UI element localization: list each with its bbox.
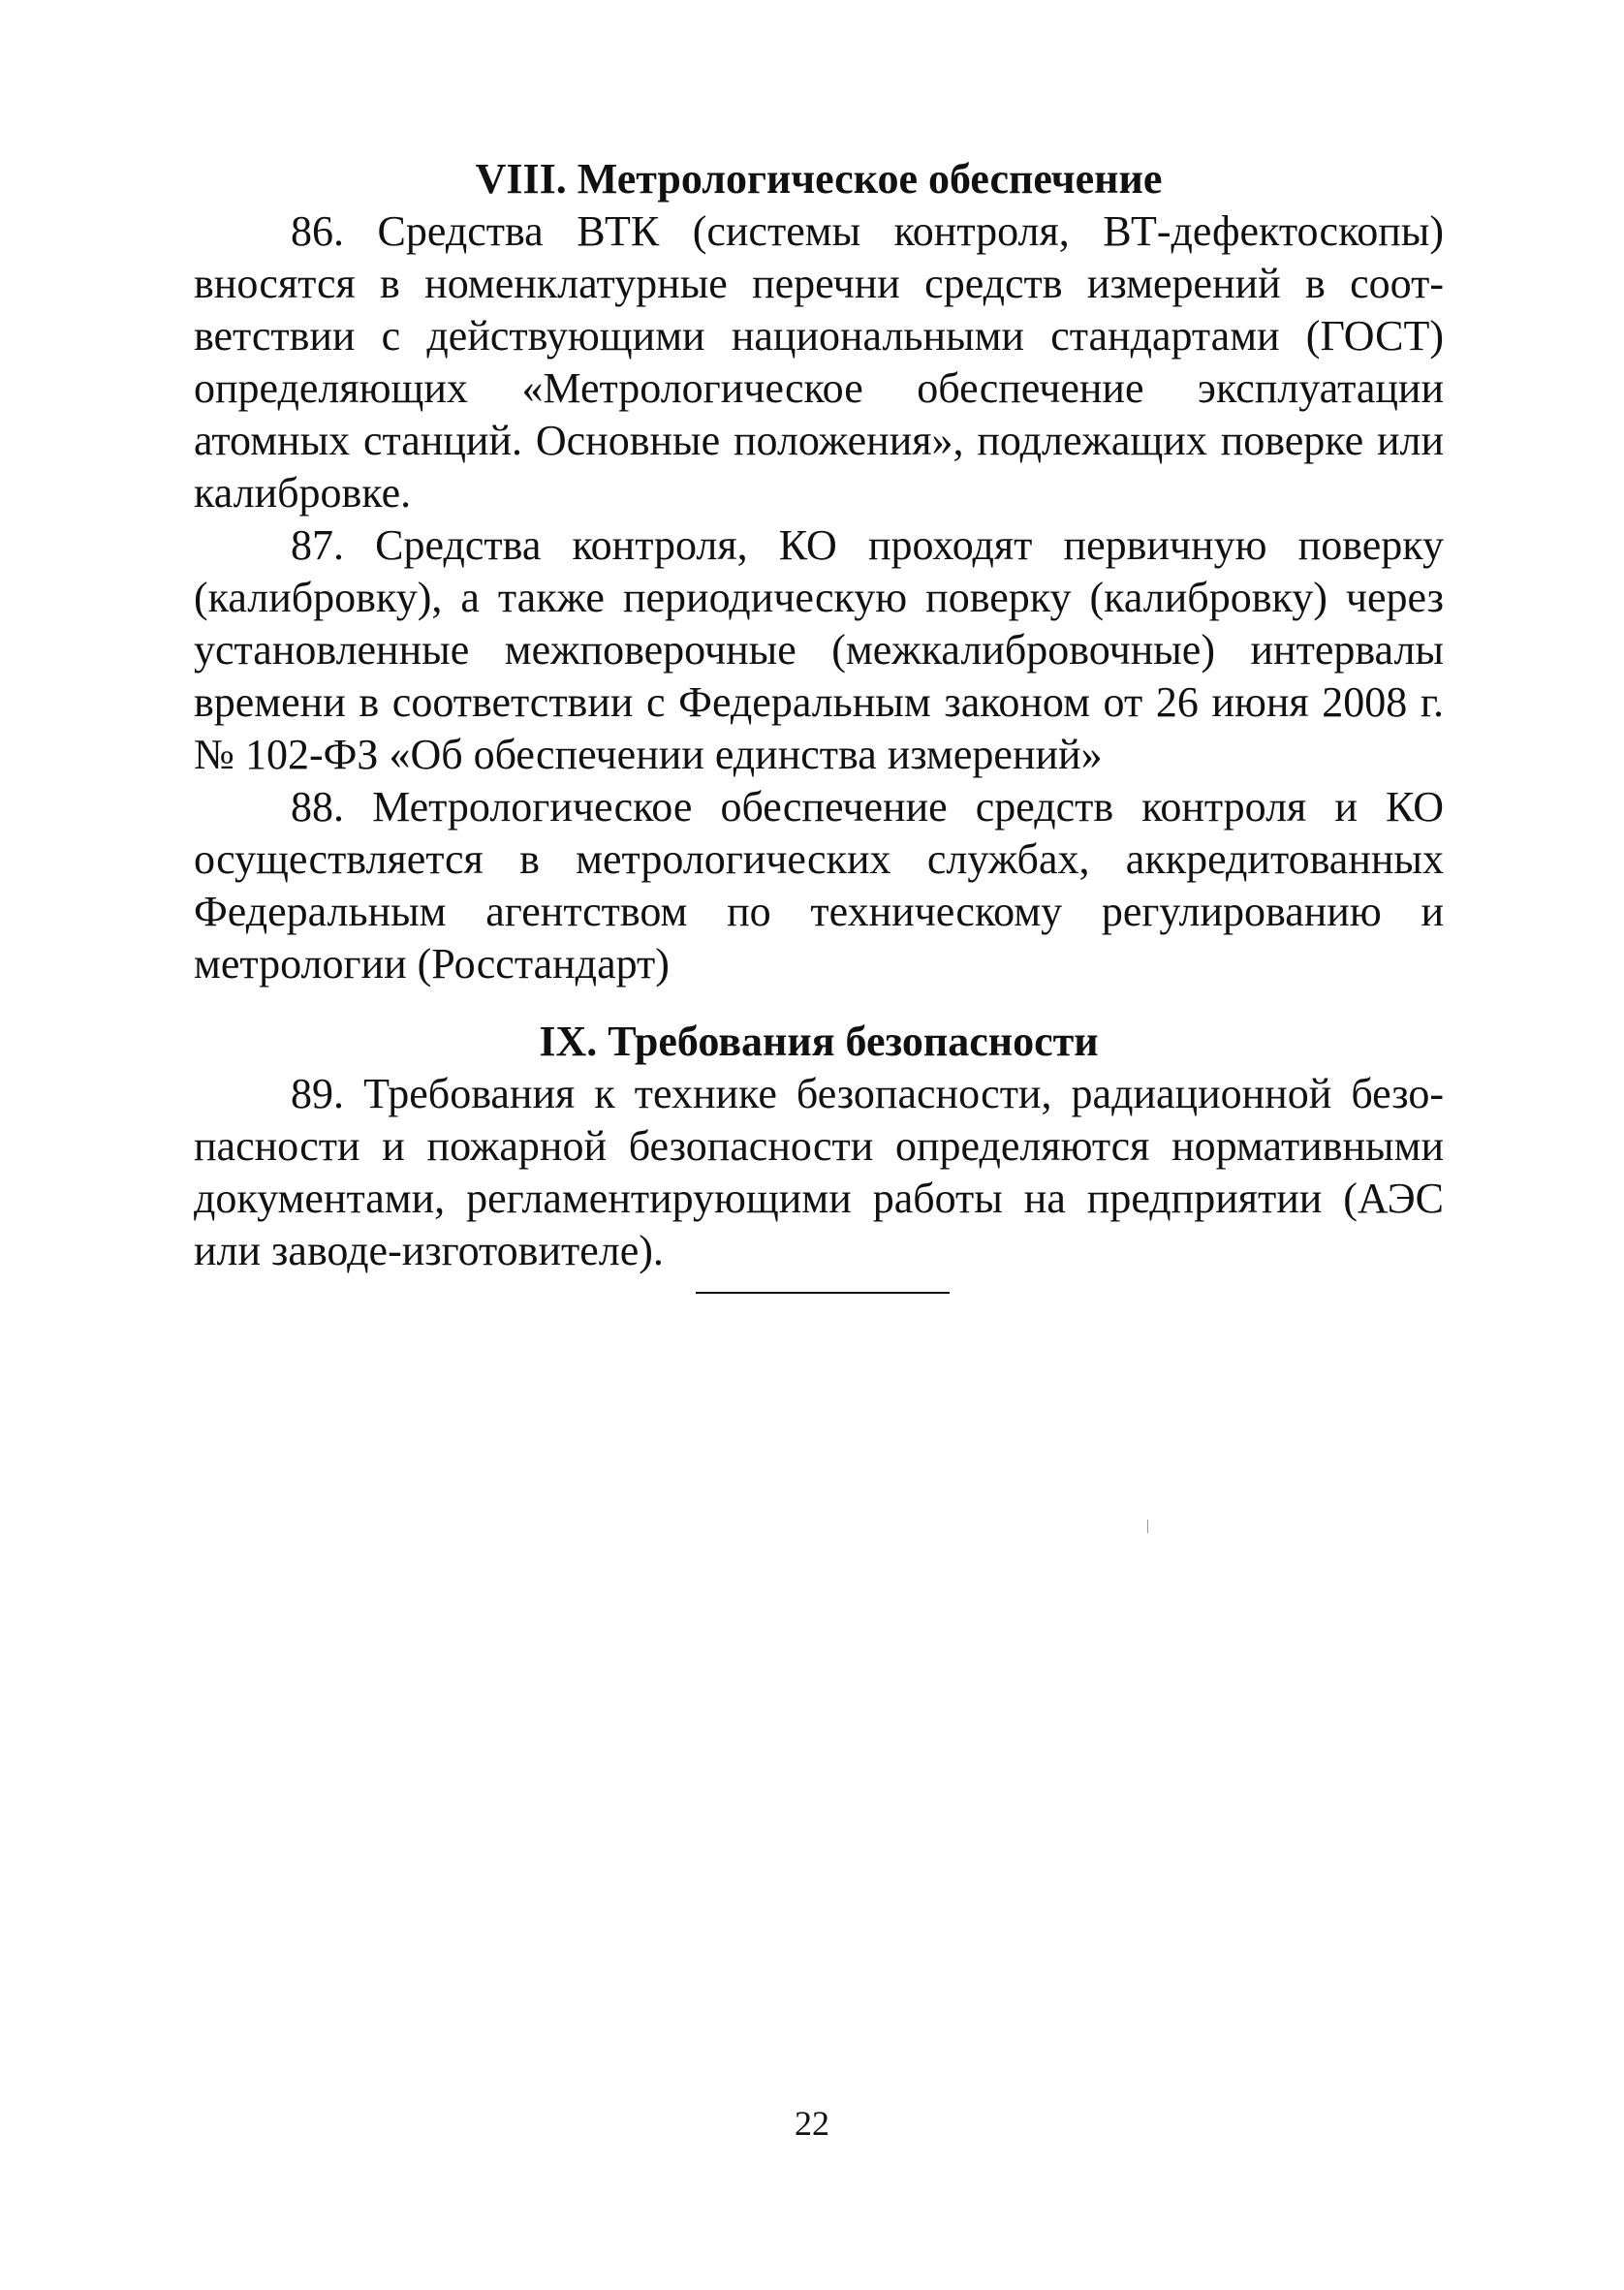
end-separator-line: [696, 1292, 950, 1294]
page-number: 22: [795, 2104, 829, 2143]
section-heading-ix: IX. Требования безопасности: [539, 1018, 1099, 1065]
paragraph-87: 87. Средства контроля, КО проходят первичную поверку (калибровку), а также периодическую поверку (калибровку) через установленные межповерочные (межкалибровочные) интервалы времени в соответствии с Федеральным законом от 26 июня 2008 г. № 102-ФЗ «Об обеспечении единства измерений»: [194, 521, 1444, 778]
paragraph-86: 86. Средства ВТК (системы контроля, ВТ-дефектоскопы) вносятся в номенклатурные перечни средств измерений в соответствии с действующими национальными стандартами (ГОСТ) определяющих «Метрологическое обеспечение эксплуатации атомных станций. Основные положения», подлежащих поверке или калибровке.: [194, 207, 1444, 517]
page-content: [194, 153, 1444, 1277]
section-heading-viii: VIII. Метрологическое обеспечение: [475, 155, 1163, 203]
scan-artifact-mark: [1147, 1520, 1148, 1533]
paragraph-89: 89. Требования к технике безопасности, радиационной безопасности и пожарной безопасности определяются нормативными документами, регламентирующими работы на предприятии (АЭС или заводе-изготовителе).: [194, 1070, 1444, 1274]
paragraph-88: 88. Метрологическое обеспечение средств контроля и КО осуществляется в метрологических службах, аккредитованных Федеральным агентством по техническому регулированию и метрологии (Росстандарт): [194, 783, 1444, 988]
